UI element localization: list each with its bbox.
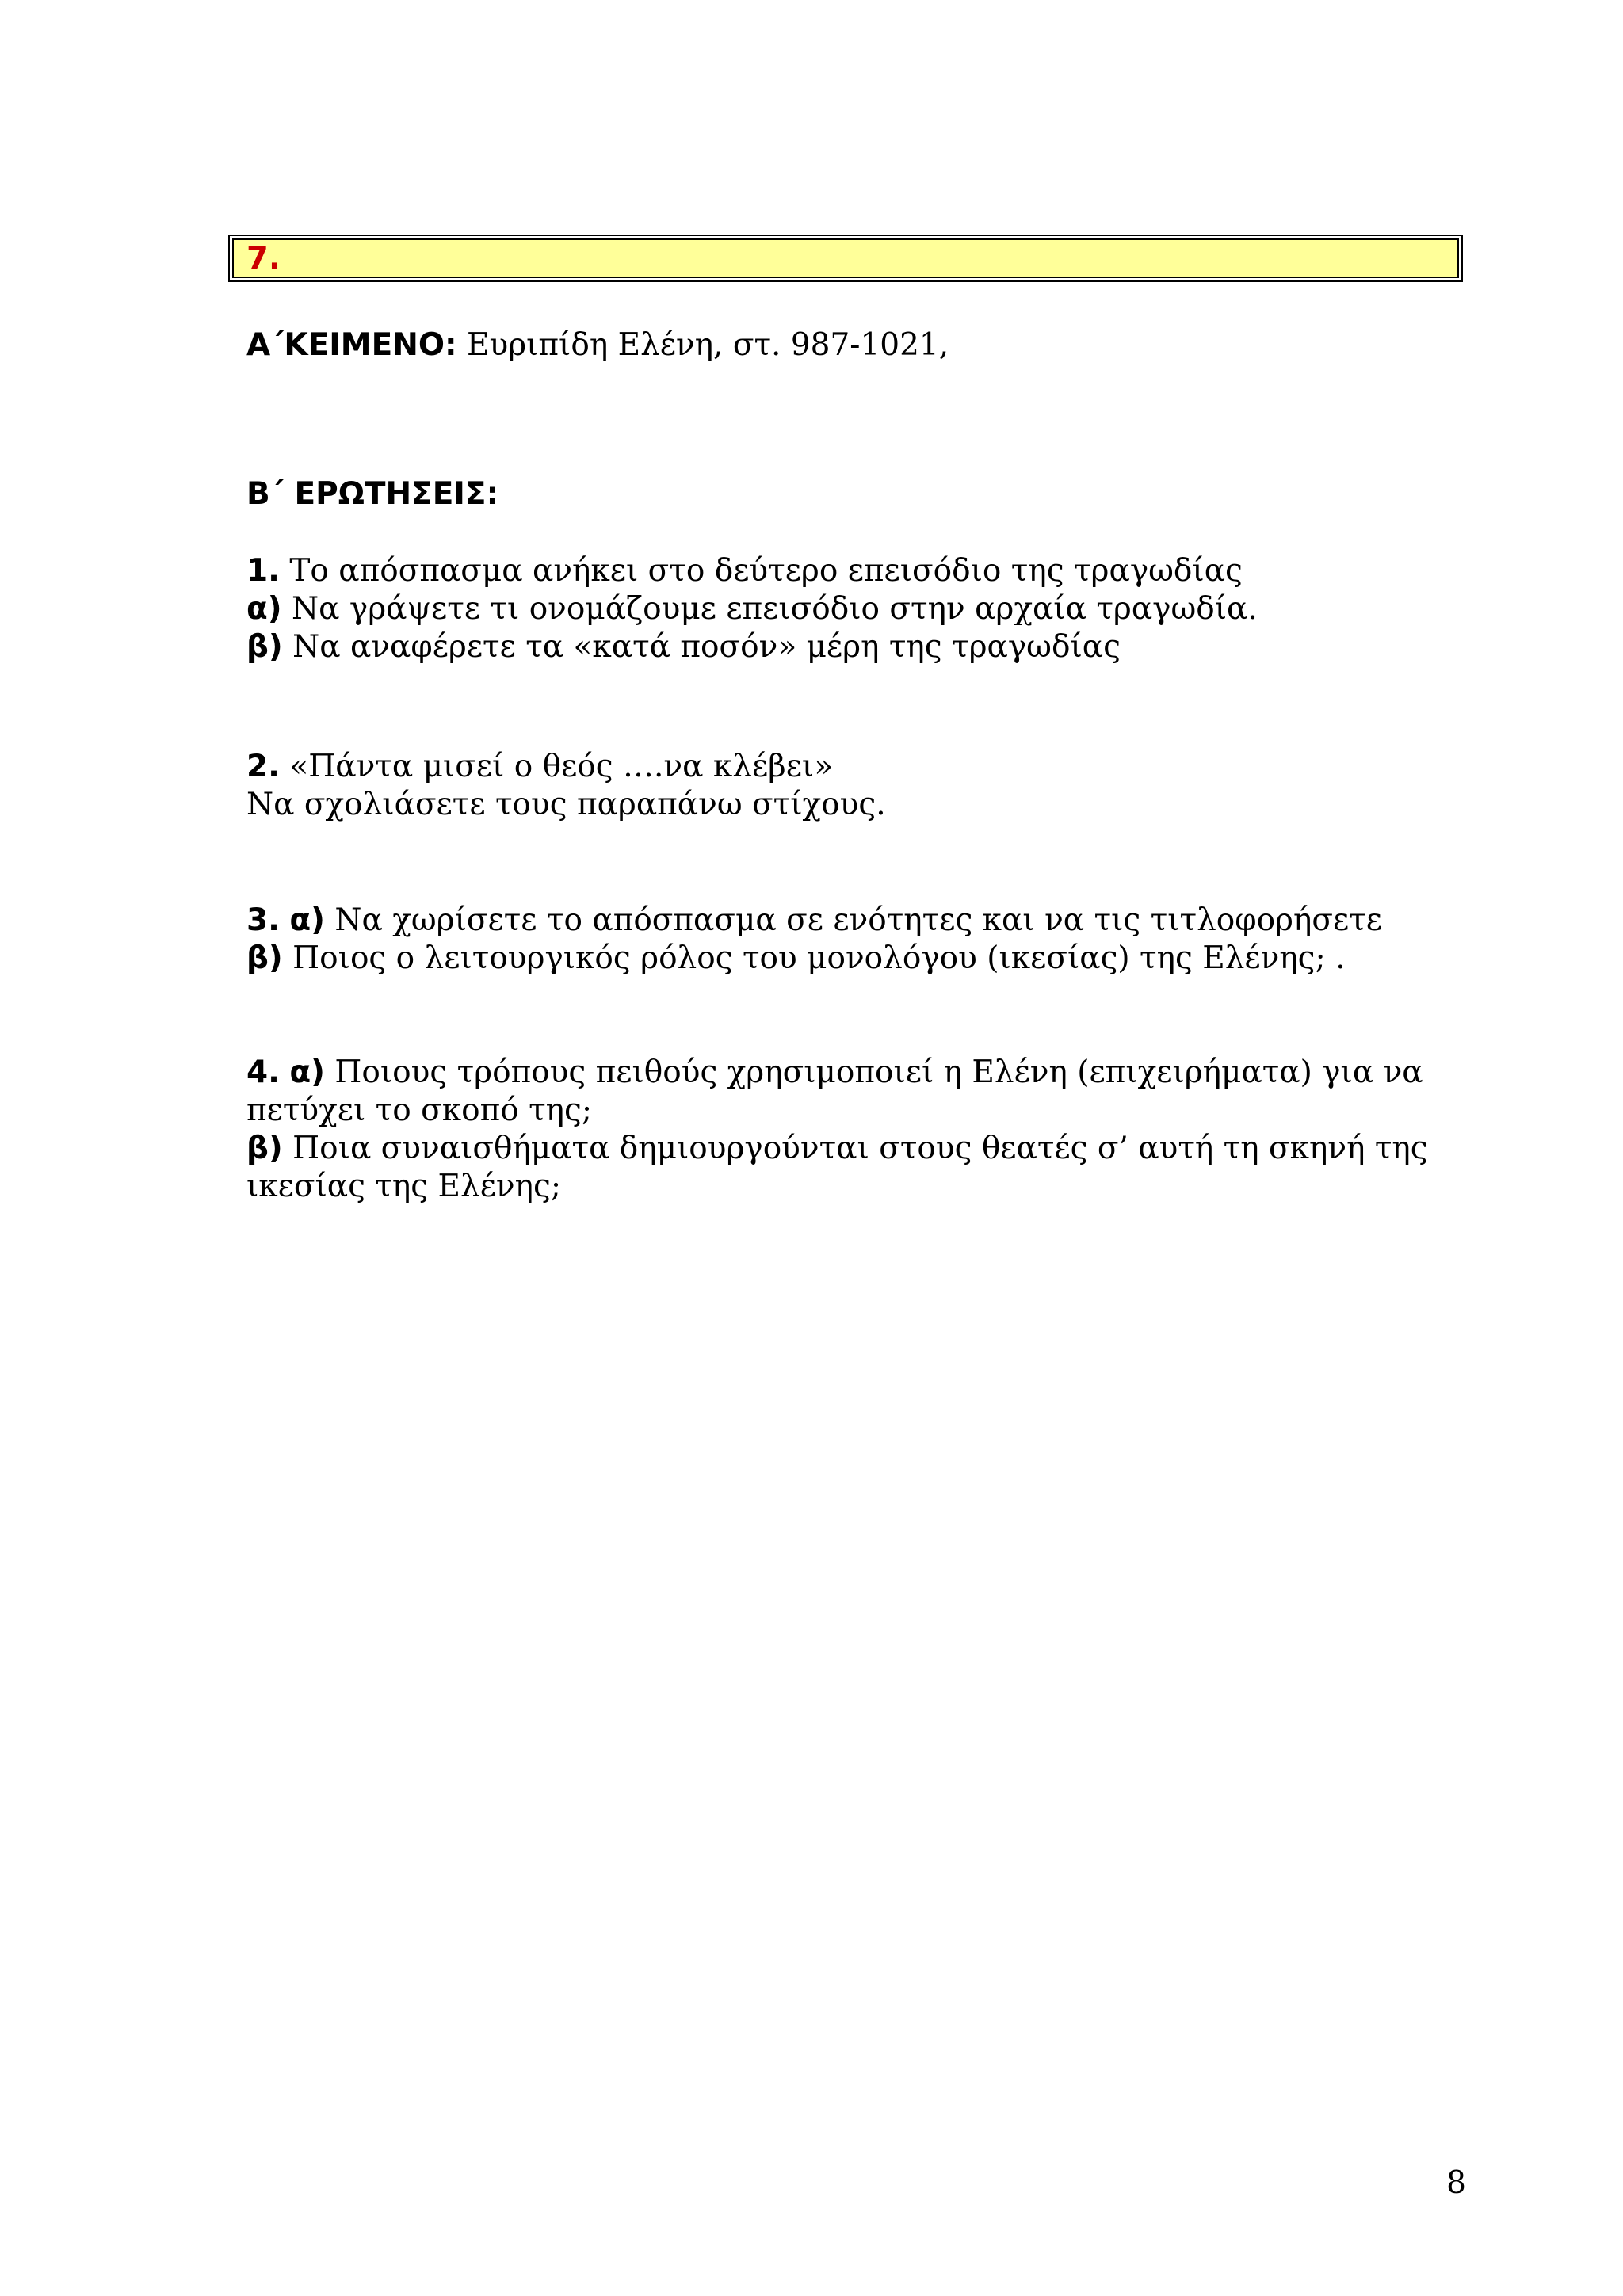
question-part-text: Να γράψετε τι ονομάζουμε επεισόδιο στην αρχαία τραγωδία. (292, 591, 1258, 627)
text-reference (246, 326, 1480, 364)
question-part (246, 590, 1480, 628)
section-title-highlight (232, 238, 1459, 278)
page-number: 8 (1446, 2165, 1466, 2201)
question-intro-line (246, 748, 1480, 786)
text-reference-line (246, 326, 1480, 364)
question-number: 2. (246, 749, 280, 784)
question-part-text: Ποιους τρόπους πειθούς χρησιμοποιεί η Ελένη (επιχειρήματα) για να (334, 1055, 1423, 1090)
question-2 (246, 748, 1480, 824)
question-part (246, 1054, 1480, 1092)
question-part-label: α) (289, 1055, 325, 1090)
question-4 (246, 1054, 1480, 1206)
section-number: 7. (246, 240, 281, 277)
question-intro: Το απόσπασμα ανήκει στο δεύτερο επεισόδιο της τραγωδίας (289, 553, 1243, 589)
question-instruction: Να σχολιάσετε τους παραπάνω στίχους. (246, 787, 886, 822)
questions-heading: Β΄ ΕΡΩΤΗΣΕΙΣ: (246, 476, 499, 512)
question-part-label: α) (246, 591, 282, 627)
question-intro-line (246, 552, 1480, 590)
question-part-text: Ποια συναισθήματα δημιουργούνται στους θεατές σ’ αυτή τη σκηνή της (292, 1131, 1428, 1166)
question-part-label: β) (246, 940, 283, 976)
question-part-text: Να αναφέρετε τα «κατά ποσόν» μέρη της τραγωδίας (292, 629, 1121, 665)
question-part-continuation: πετύχει το σκοπό της; (246, 1093, 593, 1128)
question-part-text: Να χωρίσετε το απόσπασμα σε ενότητες και να τις τιτλοφορήσετε (334, 902, 1382, 938)
question-part (246, 902, 1480, 940)
question-part-label: β) (246, 629, 283, 665)
question-part (246, 1130, 1480, 1168)
section-title-box (228, 235, 1463, 282)
question-part-continuation: ικεσίας της Ελένης; (246, 1169, 561, 1204)
question-intro: «Πάντα μισεί ο θεός ….να κλέβει» (289, 749, 834, 784)
text-reference-value: Ευριπίδη Ελένη, στ. 987-1021, (467, 327, 949, 363)
question-part-label: β) (246, 1131, 283, 1166)
question-part-label: α) (289, 902, 325, 938)
question-part (246, 628, 1480, 666)
question-part (246, 940, 1480, 978)
question-number: 3. (246, 902, 280, 938)
question-number: 1. (246, 553, 280, 589)
question-1 (246, 552, 1480, 666)
questions-heading-block (246, 475, 1480, 513)
question-number: 4. (246, 1055, 280, 1090)
text-reference-label: Α΄ΚΕΙΜΕΝΟ: (246, 327, 457, 363)
question-3 (246, 902, 1480, 978)
question-part-text: Ποιος ο λειτουργικός ρόλος του μονολόγου (ικεσίας) της Ελένης; . (292, 940, 1346, 976)
